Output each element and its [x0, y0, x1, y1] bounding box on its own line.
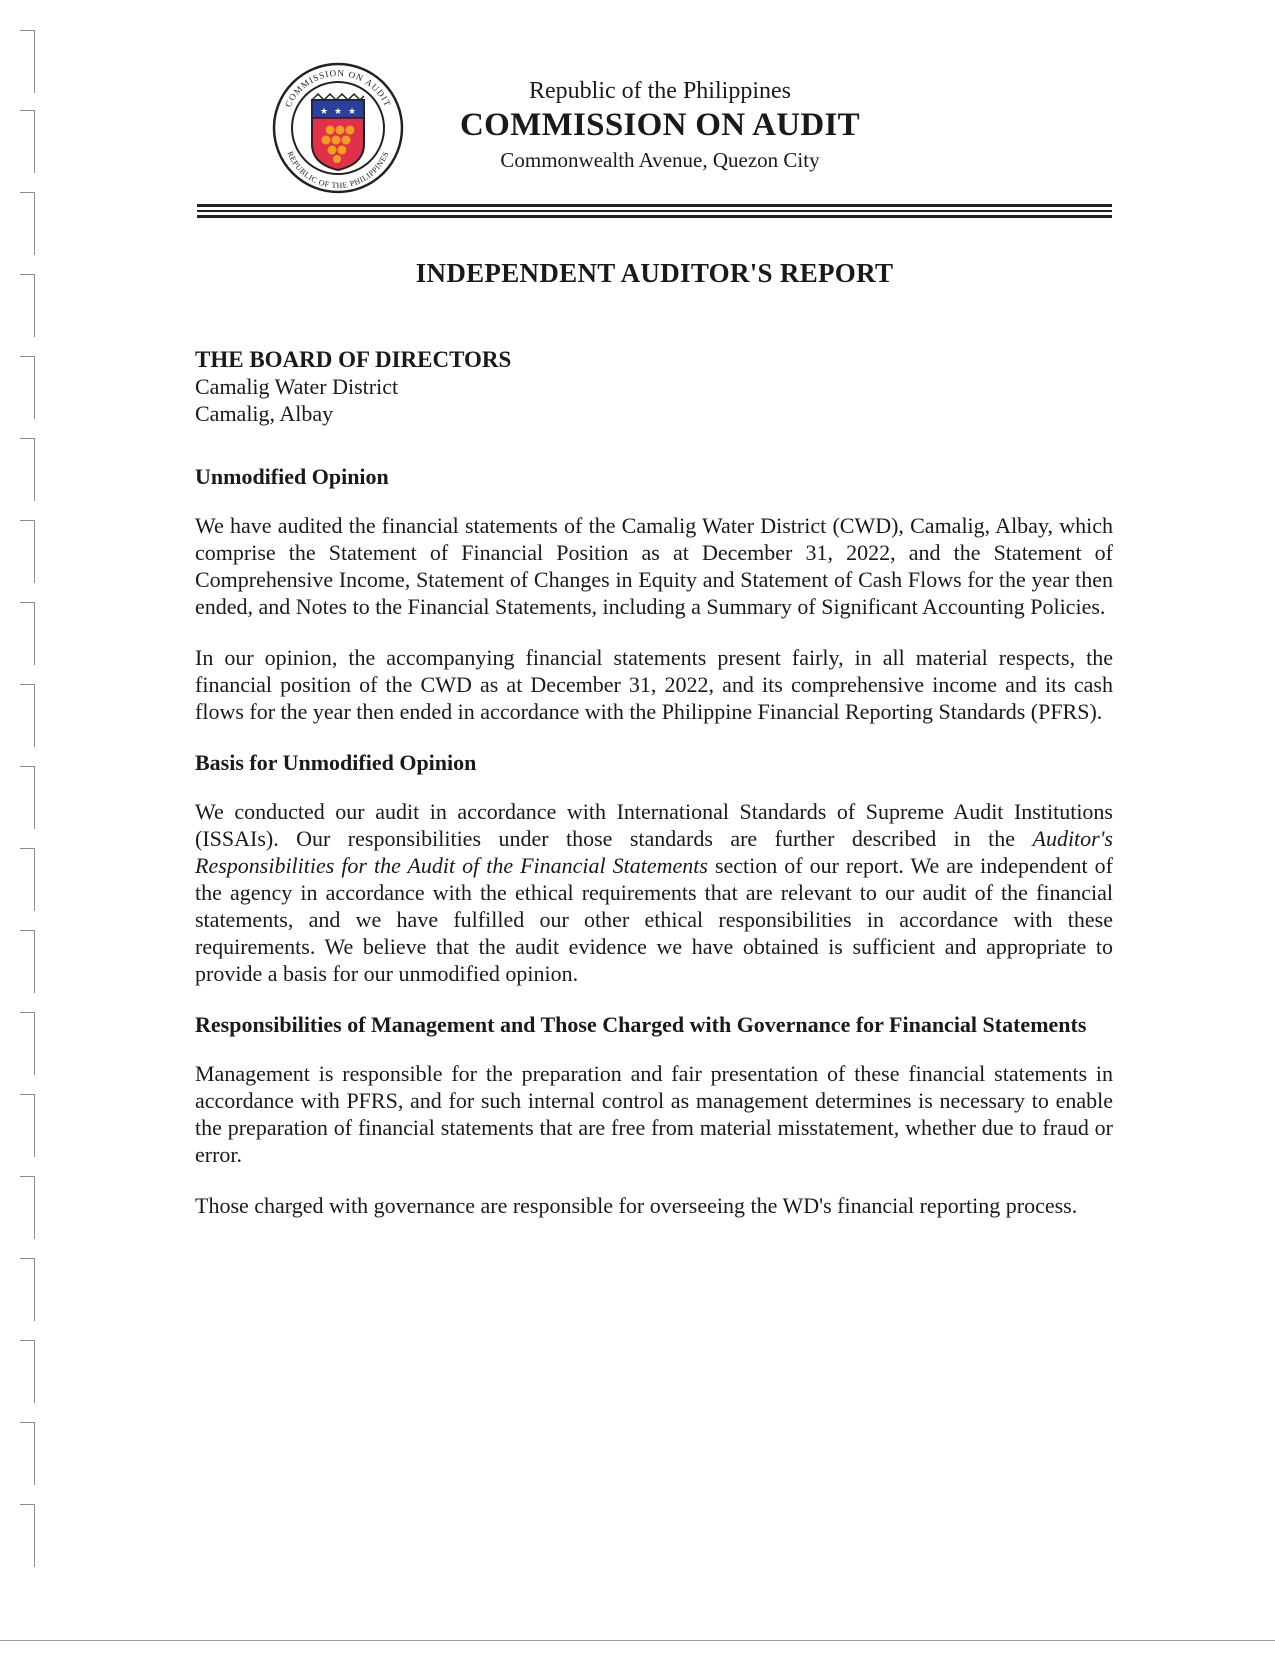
- section-heading-basis: Basis for Unmodified Opinion: [195, 750, 477, 775]
- paragraph-basis-text-a: We conducted our audit in accordance with International Standards of Supreme Audit Institutions (ISSAIs). Our responsibilities under those standards are further described in the: [195, 799, 1113, 851]
- letterhead-country: Republic of the Philippines: [529, 78, 791, 104]
- svg-text:★: ★: [320, 106, 329, 116]
- paragraph-basis-text-b: section of our report. We are independent of the agency in accordance with the ethical requirements that are relevant to our audit of the financial statements, and we have fulfilled our other ethical responsibilities in accordance with these requirements. We believe that the audit evidence we have obtained is sufficient and appropriate to provide a basis for our unmodified opinion.: [195, 853, 1113, 986]
- svg-text:★: ★: [334, 106, 343, 116]
- letterhead-agency: COMMISSION ON AUDIT: [460, 107, 860, 143]
- paragraph-basis-1: [195, 798, 1113, 987]
- svg-text:REPUBLIC OF THE PHILIPPINES: REPUBLIC OF THE PHILIPPINES: [285, 150, 391, 191]
- svg-text:COMMISSION ON AUDIT: COMMISSION ON AUDIT: [282, 67, 394, 109]
- page-bottom-edge: [0, 1640, 1275, 1641]
- addressee-location: Camalig, Albay: [195, 401, 334, 426]
- report-body: [195, 346, 1113, 1243]
- addressee-name: THE BOARD OF DIRECTORS: [195, 347, 512, 372]
- report-title: INDEPENDENT AUDITOR'S REPORT: [415, 258, 894, 288]
- coa-seal-logo: [270, 60, 406, 196]
- header-rule: [197, 215, 1112, 218]
- letterhead-address: Commonwealth Avenue, Quezon City: [500, 148, 820, 172]
- paragraph-opinion-2: In our opinion, the accompanying financial statements present fairly, in all material respects, the financial position of the CWD as at December 31, 2022, and its comprehensive income and its cash flows for the year then ended in accordance with the Philippine Financial Reporting Standards (PFRS).: [195, 645, 1113, 724]
- section-heading-opinion: Unmodified Opinion: [195, 464, 389, 489]
- paragraph-responsibilities-1: Management is responsible for the preparation and fair presentation of these financial statements in accordance with PFRS, and for such internal control as management determines is necessary to enable the preparation of financial statements that are free from material misstatement, whether due to fraud or error.: [195, 1061, 1113, 1167]
- svg-text:★: ★: [348, 106, 357, 116]
- letterhead: [440, 76, 880, 176]
- addressee-org: Camalig Water District: [195, 374, 399, 399]
- header-rule: [197, 210, 1112, 212]
- section-heading-responsibilities: Responsibilities of Management and Those Charged with Governance for Financial Statements: [195, 1012, 1087, 1037]
- header-rule: [197, 204, 1112, 207]
- paragraph-basis-emphasis: Auditor's Responsibilities for the Audit of the Financial Statements: [195, 826, 1113, 878]
- binding-marks: [20, 30, 40, 1630]
- addressee-block: [195, 346, 1113, 427]
- paragraph-responsibilities-2: Those charged with governance are responsible for overseeing the WD's financial reporting process.: [195, 1193, 1078, 1218]
- paragraph-opinion-1: We have audited the financial statements of the Camalig Water District (CWD), Camalig, Albay, which comprise the Statement of Financial Position as at December 31, 2022, and the Statement of Comprehensive Income, Statement of Changes in Equity and Statement of Cash Flows for the year then ended, and Notes to the Financial Statements, including a Summary of Significant Accounting Policies.: [195, 513, 1113, 619]
